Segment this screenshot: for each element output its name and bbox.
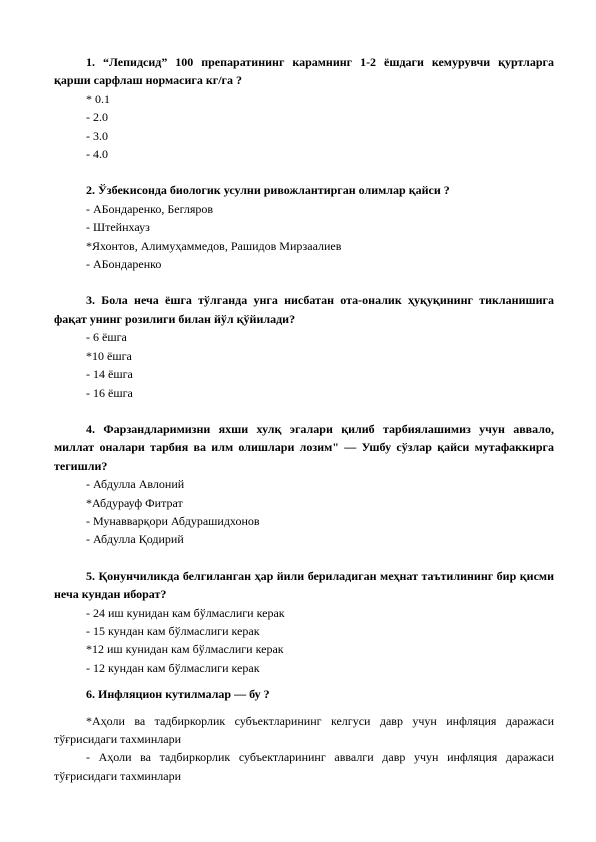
answer-option: - 14 ёшга — [86, 367, 133, 382]
answer-option: - Мунавварқори Абдурашидхонов — [86, 513, 260, 528]
answer-option: - 2.0 — [86, 110, 108, 125]
answer-option: - Абдулла Қодирий — [86, 532, 184, 547]
answer-option: - 15 кундан кам бўлмаслиги керак — [86, 623, 260, 638]
answer-option: *10 ёшга — [86, 348, 132, 363]
answer-option: - 16 ёшга — [86, 385, 133, 400]
answer-option: *Аҳоли ва тадбиркорлик субъектларининг келгуси давр учун инфляция даражаси тўғрисидаги тахминлари — [54, 713, 554, 746]
question-title: 2. Ўзбекисонда биологик усулни ривожлантирган олимлар қайси ? — [86, 183, 450, 198]
question-4 — [54, 420, 554, 549]
question-title: 6. Инфляцион кутилмалар — бу ? — [86, 687, 270, 702]
answer-option: *Яхонтов, Алимуҳаммедов, Рашидов Мирзаалиев — [86, 238, 342, 253]
answer-option: - 3.0 — [86, 128, 108, 143]
question-6 — [54, 685, 554, 785]
answer-option: - 24 иш кунидан кам бўлмаслиги керак — [86, 605, 285, 620]
answer-option: - Абдулла Авлоний — [86, 477, 185, 492]
question-5 — [54, 567, 554, 677]
question-title: 3. Бола неча ёшга тўлганда унга нисбатан ота-оналик ҳуқуқининг тикланишига фақат унинг розилиги билан йўл қўйилади? — [54, 293, 554, 326]
question-title: 1. “Лепидсид” 100 препаратининг карамнинг 1-2 ёшдаги кемурувчи қуртларга қарши сарфлаш нормасига кг/га ? — [54, 55, 554, 88]
question-title: 4. Фарзандларимизни яхши хулқ эгалари қилиб тарбиялашимиз учун аввало, миллат оналари тарбия ва илм олишлари лозим" — Ушбу сўзлар қайси мутафаккирга тегишли? — [54, 421, 554, 473]
question-3 — [54, 291, 554, 401]
answer-option: * 0.1 — [86, 91, 110, 106]
answer-option: - АБондаренко, Бегляров — [86, 201, 214, 216]
answer-option: - 6 ёшга — [86, 330, 127, 345]
answer-option: - Штейнхауз — [86, 220, 150, 235]
answer-option: - Аҳоли ва тадбиркорлик субъектларининг аввалги давр учун инфляция даражаси тўғрисидаги тахминлари — [54, 750, 554, 783]
answer-option: - 4.0 — [86, 147, 108, 162]
question-1 — [54, 53, 554, 163]
quiz-content — [54, 53, 554, 785]
answer-option: - 12 кундан кам бўлмаслиги керак — [86, 660, 260, 675]
question-2 — [54, 181, 554, 273]
answer-option: *Абдурауф Фитрат — [86, 495, 183, 510]
answer-option: - АБондаренко — [86, 257, 162, 272]
question-title: 5. Қонунчиликда белгиланган ҳар йили бериладиган меҳнат таътилининг бир қисми неча кундан иборат? — [54, 568, 554, 602]
answer-option: *12 иш кунидан кам бўлмаслиги керак — [86, 642, 284, 657]
